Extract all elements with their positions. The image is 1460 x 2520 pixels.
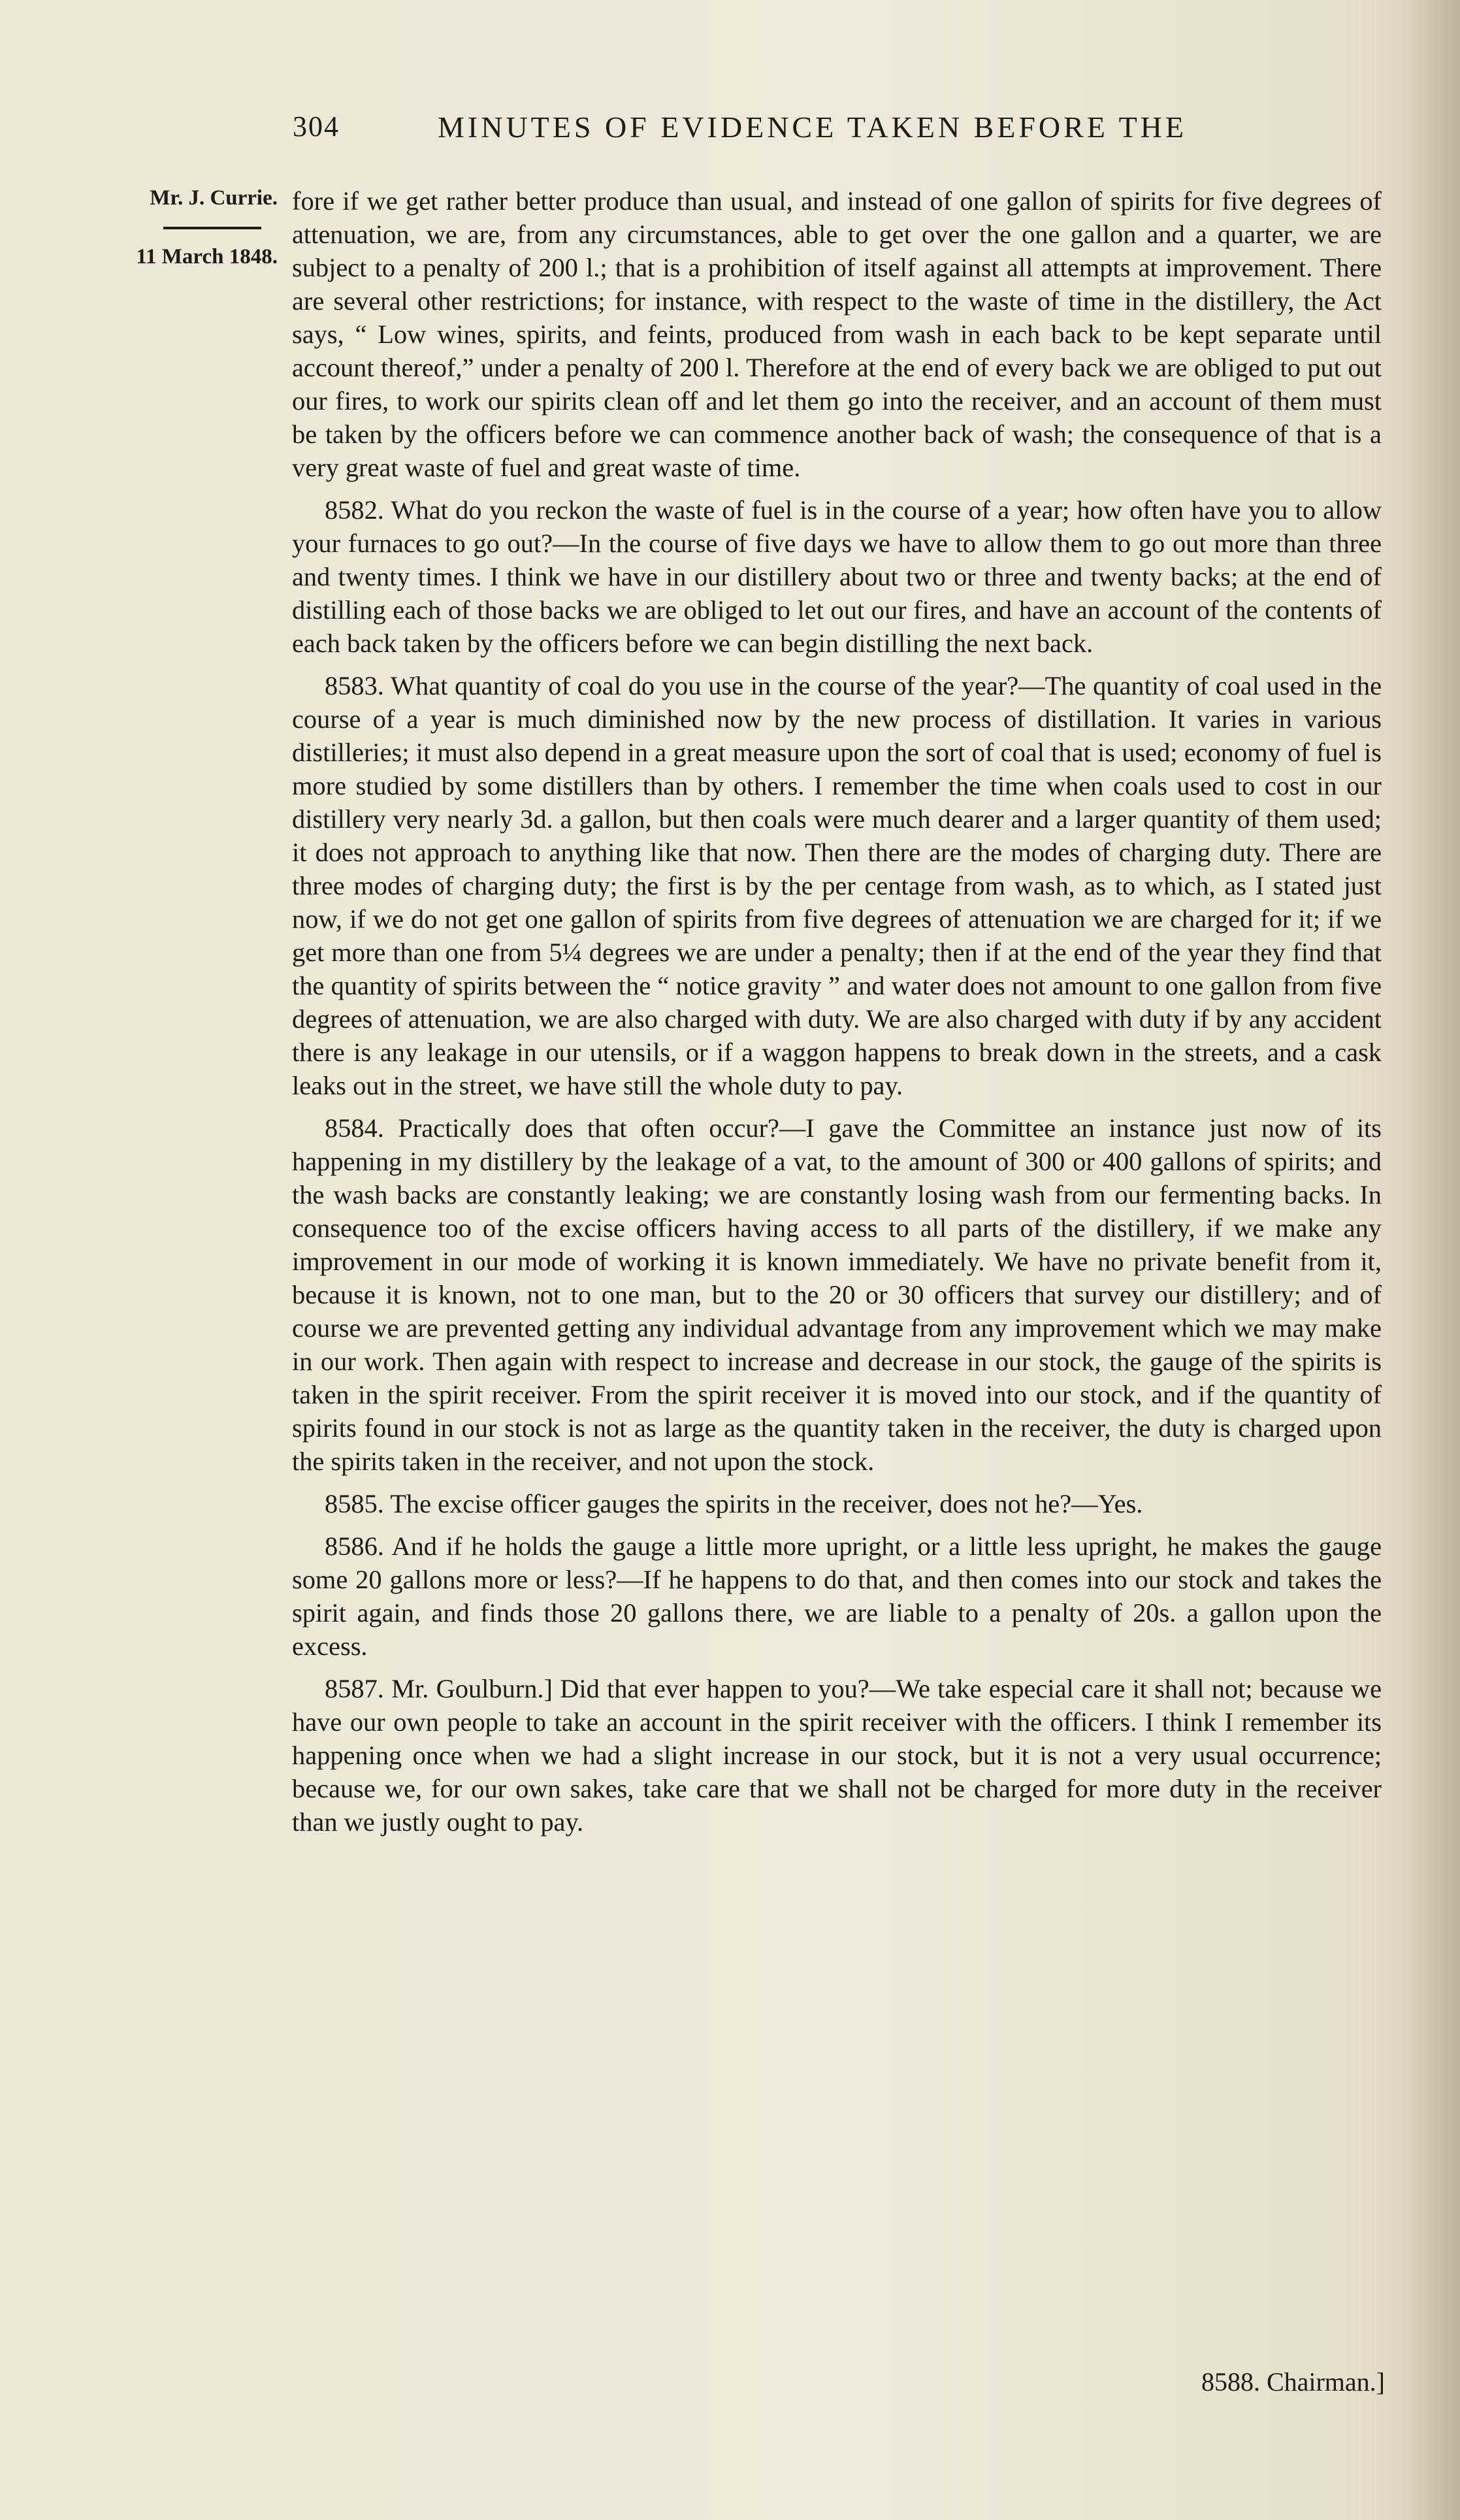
paragraph-8587: 8587. Mr. Goulburn.] Did that ever happen to you?—We take especial care it shall not; because we have our own people to take an account in the spirit receiver with the officers. I think I remember its happening once when we had a slight increase in our stock, but it is not a very usual occurrence; because we, for our own sakes, take care that we shall not be charged for more duty in the receiver than we justly ought to pay. xyxy=(292,1674,1382,1837)
paragraph-8583: 8583. What quantity of coal do you use in the course of the year?—The quantity of coal used in the course of a year is much diminished now by the new process of distillation. It varies in various distilleries; it must also depend in a great measure upon the sort of coal that is used; economy of fuel is more studied by some distillers than by others. I remember the time when coals used to cost in our distillery very nearly 3d. a gallon, but then coals were much dearer and a larger quantity of them used; it does not approach to anything like that now. Then there are the modes of charging duty. There are three modes of charging duty; the first is by the per centage from wash, as to which, as I stated just now, if we do not get one gallon of spirits from five degrees of attenuation we are charged for it; if we get more than one from 5¼ degrees we are under a penalty; then if at the end of the year they find that the quantity of spirits between the “ notice gravity ” and water does not amount to one gallon from five degrees of attenuation, we are also charged with duty. We are also charged with duty if by any accident there is any leakage in our utensils, or if a waggon happens to break down in the streets, and a cask leaks out in the street, we have still the whole duty to pay. xyxy=(292,671,1382,1100)
margin-date: 11 March 1848. xyxy=(136,245,278,269)
running-title: MINUTES OF EVIDENCE TAKEN BEFORE THE xyxy=(438,110,1187,144)
paragraph-8584: 8584. Practically does that often occur?—I gave the Committee an instance just now of its happening in my distillery by the leakage of a vat, to the amount of 300 or 400 gallons of spirits; and the wash backs are constantly leaking; we are constantly losing wash from our fermenting backs. In consequence too of the excise officers having access to all parts of the distillery, if we make any improvement in our mode of working it is known immediately. We have no private benefit from it, because it is known, not to one man, but to the 20 or 30 officers that survey our distillery; and of course we are prevented getting any individual advantage from any improvement which we may make in our work. Then again with respect to increase and decrease in our stock, the gauge of the spirits is taken in the spirit receiver. From the spirit receiver it is moved into our stock, and if the quantity of spirits found in our stock is not as large as the quantity taken in the receiver, the duty is charged upon the spirits taken in the receiver, and not upon the stock. xyxy=(292,1113,1382,1476)
paragraph-continuation: fore if we get rather better produce than usual, and instead of one gallon of spirits for five degrees of attenuation, we are, from any circumstances, able to get over the one gallon and a quarter, we are subject to a penalty of 200 l.; that is a prohibition of itself against all attempts at improvement. There are several other restrictions; for instance, with respect to the waste of time in the distillery, the Act says, “ Low wines, spirits, and feints, produced from wash in each back to be kept separate until account thereof,” under a penalty of 200 l. Therefore at the end of every back we are obliged to put out our fires, to work our spirits clean off and let them go into the receiver, and an account of them must be taken by the officers before we can commence another back of wash; the consequence of that is a very great waste of fuel and great waste of time. xyxy=(292,186,1382,482)
body-text xyxy=(292,184,1382,1839)
margin-rule xyxy=(163,227,261,229)
binding-shadow xyxy=(1401,0,1460,2520)
margin-witness-name: Mr. J. Currie. xyxy=(150,186,278,210)
page-header xyxy=(287,110,1385,149)
paragraph-8585: 8585. The excise officer gauges the spirits in the receiver, does not he?—Yes. xyxy=(325,1489,1143,1518)
paragraph-8586: 8586. And if he holds the gauge a little more upright, or a little less upright, he makes the gauge some 20 gallons more or less?—If he happens to do that, and then comes into our stock and takes the spirit again, and finds those 20 gallons there, we are liable to a penalty of 20s. a gallon upon the excess. xyxy=(292,1531,1382,1661)
catchword: 8588. Chairman.] xyxy=(1201,2367,1385,2397)
paragraph-8582: 8582. What do you reckon the waste of fuel is in the course of a year; how often have you to allow your furnaces to go out?—In the course of five days we have to allow them to go out more than three and twenty times. I think we have in our distillery about two or three and twenty backs; at the end of distilling each of those backs we are obliged to let out our fires, and have an account of the contents of each back taken by the officers before we can begin distilling the next back. xyxy=(292,495,1382,658)
page-number: 304 xyxy=(293,110,340,142)
